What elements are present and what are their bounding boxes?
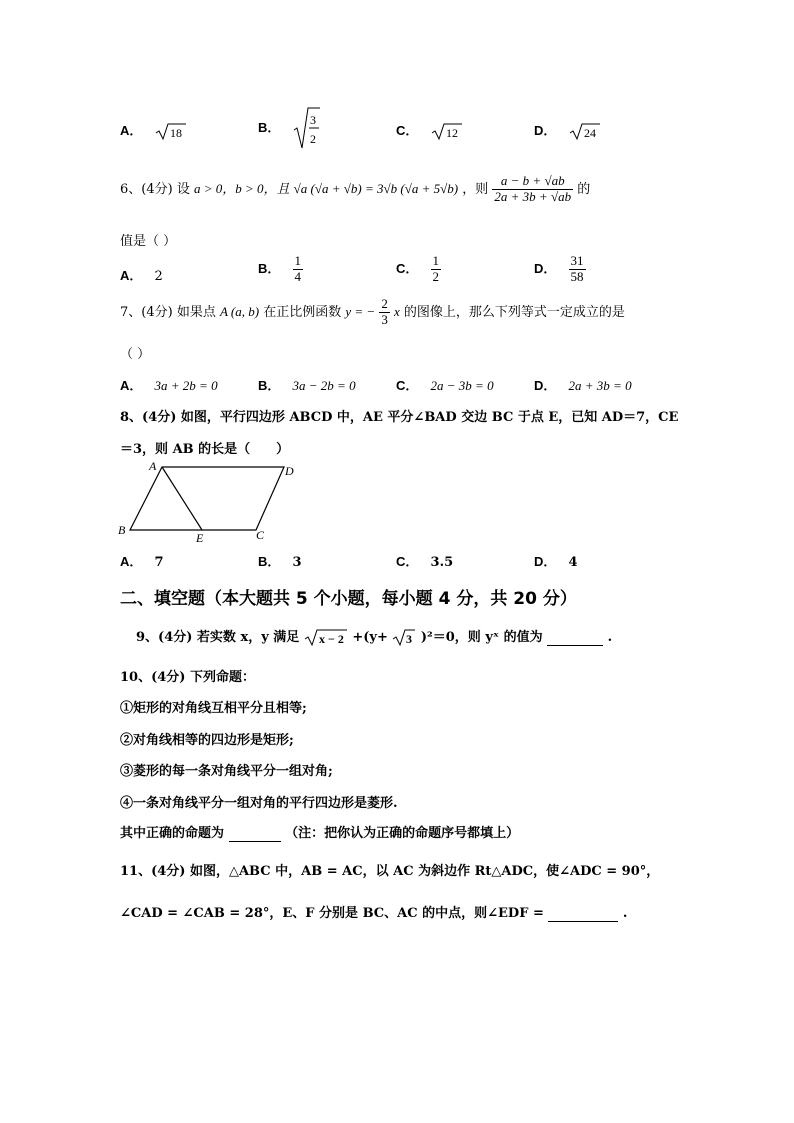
question-10-intro: 10、(4分) 下列命题：: [120, 670, 255, 685]
answer-blank[interactable]: [548, 906, 618, 922]
option-label: D．: [534, 260, 557, 276]
section-heading: 二、填空题（本大题共 5 个小题，每小题 4 分，共 20 分）: [120, 589, 577, 609]
option-value: 2a + 3b = 0: [568, 378, 632, 393]
q6-frac-denominator: 2a + 3b + √ab: [494, 188, 572, 204]
q8-option-d: [534, 551, 578, 570]
q7-option-c: [396, 375, 494, 394]
option-label: D．: [534, 554, 557, 569]
denominator: 4: [294, 268, 302, 284]
option-label: D．: [534, 123, 557, 138]
proposition-1: ①矩形的对角线互相平分且相等;: [120, 701, 307, 716]
numerator: 31: [570, 253, 584, 268]
vertex-label-d: D: [285, 464, 294, 478]
radicand: x − 2: [318, 631, 344, 646]
q5-option-d: [534, 120, 601, 142]
q6-condition: a > 0，b > 0，且: [193, 180, 290, 196]
q7-option-a: [120, 375, 218, 394]
q9-mid: +(y+: [352, 630, 388, 645]
numerator: 1: [294, 253, 302, 268]
option-label: B．: [258, 378, 281, 393]
option-label: A．: [120, 268, 143, 283]
q7-point: A (a, b): [219, 303, 260, 319]
q6-then: ，则: [462, 181, 489, 197]
option-fraction: [431, 254, 442, 285]
q9-tail: .: [607, 630, 613, 645]
sqrt-symbol: [392, 628, 416, 648]
radicand: 3: [406, 631, 413, 646]
q9-end: )²＝0，则 yˣ 的值为: [420, 630, 543, 645]
option-label: B．: [258, 119, 281, 135]
question-11-line2: [120, 902, 627, 922]
q6-option-d: [534, 254, 586, 285]
proposition-3: ③菱形的每一条对角线平分一组对角;: [120, 764, 333, 779]
q6-option-b: [258, 254, 303, 285]
sqrt-symbol: [304, 628, 348, 648]
answer-blank[interactable]: [229, 826, 281, 842]
denominator: 2: [309, 132, 316, 146]
q9-prefix: 9、(4分) 若实数 x，y 满足: [136, 630, 300, 645]
denominator: 58: [570, 268, 584, 284]
q10-closing-a: 其中正确的命题为: [120, 826, 225, 841]
option-label: A．: [120, 378, 143, 393]
q7-mid: 在正比例函数: [263, 304, 342, 320]
question-9: [136, 626, 612, 648]
vertex-label-a: A: [149, 459, 157, 473]
segment-ae: [162, 467, 202, 530]
vertex-label-c: C: [256, 528, 265, 542]
option-value: 3.5: [430, 555, 454, 570]
question-7-line2: （ ）: [120, 347, 151, 362]
option-label: A．: [120, 554, 143, 569]
option-label: C．: [396, 378, 419, 393]
option-label: A．: [120, 123, 143, 138]
vertex-label-b: B: [118, 523, 126, 537]
radicand: 18: [169, 125, 182, 140]
option-value: 2: [154, 269, 163, 284]
q11-tail: .: [622, 906, 628, 921]
q10-closing-b: （注：把你认为正确的命题序号都填上）: [285, 826, 520, 841]
q5-option-b: [258, 106, 321, 150]
q6-fraction: [492, 174, 573, 205]
q6-option-c: [396, 254, 441, 285]
answer-blank[interactable]: [547, 630, 603, 646]
point-label-e: E: [196, 531, 204, 543]
option-label: C．: [396, 260, 419, 276]
option-label: B．: [258, 554, 281, 569]
question-8-line2: ＝3，则 AB 的长是（ ）: [120, 442, 290, 457]
q7-func-x: x: [394, 303, 400, 319]
proposition-4: ④一条对角线平分一组对角的平行四边形是菱形.: [120, 796, 398, 811]
option-label: B．: [258, 260, 281, 276]
numerator: 2: [381, 296, 388, 311]
question-7-line1: [120, 297, 625, 328]
sqrt-symbol: [569, 122, 601, 142]
proposition-2: ②对角线相等的四边形是矩形;: [120, 733, 294, 748]
question-6-line1: [120, 174, 590, 205]
option-label: D．: [534, 378, 557, 393]
q7-prefix: 7、(4分) 如果点: [120, 304, 216, 320]
parallelogram-figure: [116, 458, 306, 543]
q8-option-b: [258, 551, 302, 570]
q8-option-a: [120, 551, 164, 570]
option-value: 4: [568, 555, 578, 570]
parallelogram-abcd: [130, 467, 284, 530]
denominator: 2: [432, 268, 440, 284]
q6-equation: √a (√a + √b) = 3√b (√a + 5√b): [293, 180, 459, 196]
q7-suffix: 的图像上，那么下列等式一定成立的是: [403, 304, 625, 320]
question-10-closing: [120, 822, 519, 842]
q7-func-lhs: y = −: [345, 303, 376, 319]
sqrt-fraction: [293, 106, 321, 150]
option-value: 3a + 2b = 0: [154, 378, 218, 393]
option-value: 3: [292, 555, 302, 570]
question-11-line1: 11、(4分) 如图，△ABC 中，AB = AC，以 AC 为斜边作 Rt△ADC，使∠ADC = 90°，: [120, 864, 660, 879]
radicand: 24: [583, 125, 596, 140]
question-6-line2: 值是（ ）: [120, 234, 177, 249]
option-fraction: [293, 254, 304, 285]
denominator: 3: [381, 311, 388, 327]
sqrt-symbol: [155, 122, 187, 142]
q7-option-b: [258, 375, 356, 394]
q8-option-c: [396, 551, 453, 570]
q6-option-a: [120, 265, 163, 284]
option-value: 7: [154, 555, 164, 570]
option-label: C．: [396, 123, 419, 138]
option-value: 2a − 3b = 0: [430, 378, 494, 393]
radicand: 12: [445, 125, 458, 140]
numerator: 1: [432, 253, 440, 268]
q11-line2-text: ∠CAD = ∠CAB = 28°，E、F 分别是 BC、AC 的中点，则∠EDF =: [120, 906, 544, 921]
option-fraction: [569, 254, 586, 285]
q5-option-c: [396, 120, 463, 142]
q6-prefix: 6、(4分) 设: [120, 181, 190, 197]
question-8-line1: 8、(4分) 如图，平行四边形 ABCD 中，AE 平分∠BAD 交边 BC 于点 E，已知 AD＝7，CE: [120, 410, 679, 425]
option-label: C．: [396, 554, 419, 569]
q7-option-d: [534, 375, 632, 394]
q6-frac-numerator: a − b + √ab: [492, 174, 573, 190]
sqrt-symbol: [431, 122, 463, 142]
q6-suffix: 的: [577, 181, 591, 197]
q7-func-fraction: [379, 297, 390, 328]
q5-option-a: [120, 120, 187, 142]
option-value: 3a − 2b = 0: [292, 378, 356, 393]
numerator: 3: [309, 113, 316, 127]
